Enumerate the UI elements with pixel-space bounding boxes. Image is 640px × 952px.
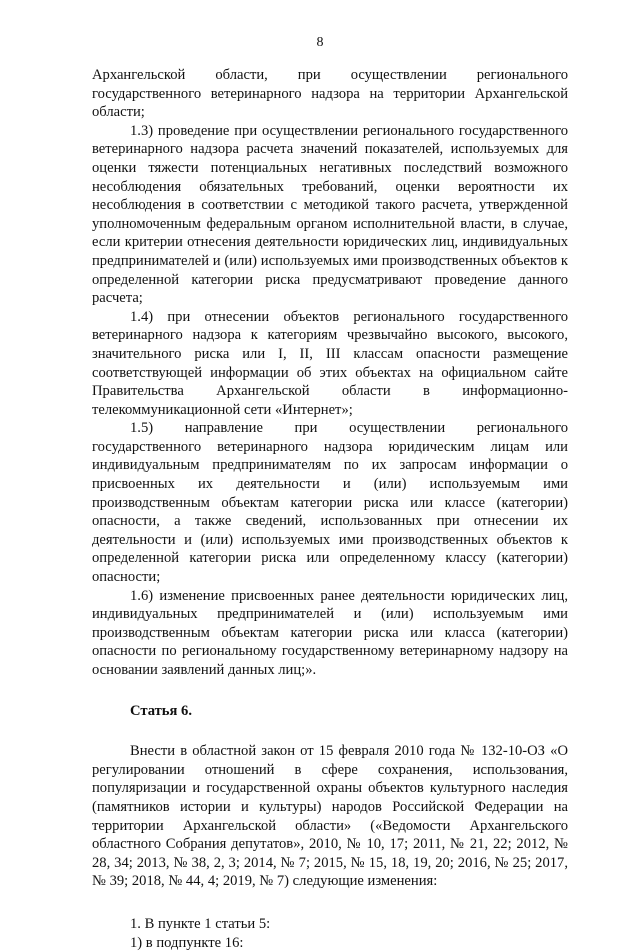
paragraph-item-1-5: 1.5) направление при осуществлении регионального государственного ветеринарного надзора юридическим лицам или индивидуальным предпринимателям по их запросам информации о присвоенных их деятельности и (или) используемым ими производственным объектам категории риска или классе (категории) опасности, а также сведений, использованных при отнесении их деятельности и (или) используемых ими производственных объектов к определенной категории риска или определенному классу (категории) опасности;: [92, 420, 568, 586]
paragraph-point-1: 1. В пункте 1 статьи 5:: [130, 915, 271, 932]
paragraph-item-1-6: 1.6) изменение присвоенных ранее деятельности юридических лиц, индивидуальных предпринимателей и (или) используемым ими производственным объектам категории риска или класса (категории) опасности по региональному государственному ветеринарному надзору на основании заявлений данных лиц;».: [92, 587, 568, 678]
document-body: [92, 66, 568, 952]
paragraph-item-1-3: 1.3) проведение при осуществлении регионального государственного ветеринарного надзора расчета значений показателей, используемых для оценки тяжести потенциальных негативных последствий возможного несоблюдения обязательных требований, оценки вероятности их несоблюдения в соответствии с методикой такого расчета, утвержденной уполномоченным федеральным органом исполнительной власти, в случае, если критерии отнесения деятельности юридических лиц, индивидуальных предпринимателей и (или) используемых ими производственных объектов к определенной категории риска предусматривают проведение данного расчета;: [92, 122, 568, 307]
paragraph-continuation: Архангельской области, при осуществлении регионального государственного ветеринарного надзора на территории Архангельской области;: [92, 67, 568, 121]
paragraph-item-1-4: 1.4) при отнесении объектов регионального государственного ветеринарного надзора к категориям чрезвычайно высокого, высокого, значительного риска или I, II, III классам опасности размещение соответствующей информации об этих объектах на официальном сайте Правительства Архангельской области в информационно-телекоммуникационной сети «Интернет»;: [92, 308, 568, 418]
page-number: 8: [316, 35, 324, 50]
paragraph-subpoint-1: 1) в подпункте 16:: [130, 934, 244, 951]
article-heading: Статья 6.: [130, 702, 192, 719]
paragraph-amendment-intro: Внести в областной закон от 15 февраля 2010 года № 132-10-ОЗ «О регулировании отношений в сфере сохранения, использования, популяризации и государственной охраны объектов культурного наследия (памятников истории и культуры) народов Российской Федерации на территории Архангельской области» («Ведомости Архангельского областного Собрания депутатов», 2010, № 10, 17; 2011, № 21, 22; 2012, № 28, 34; 2013, № 38, 2, 3; 2014, № 7; 2015, № 15, 18, 19, 20; 2016, № 25; 2017, № 39; 2018, № 44, 4; 2019, № 7) следующие изменения:: [92, 743, 568, 890]
